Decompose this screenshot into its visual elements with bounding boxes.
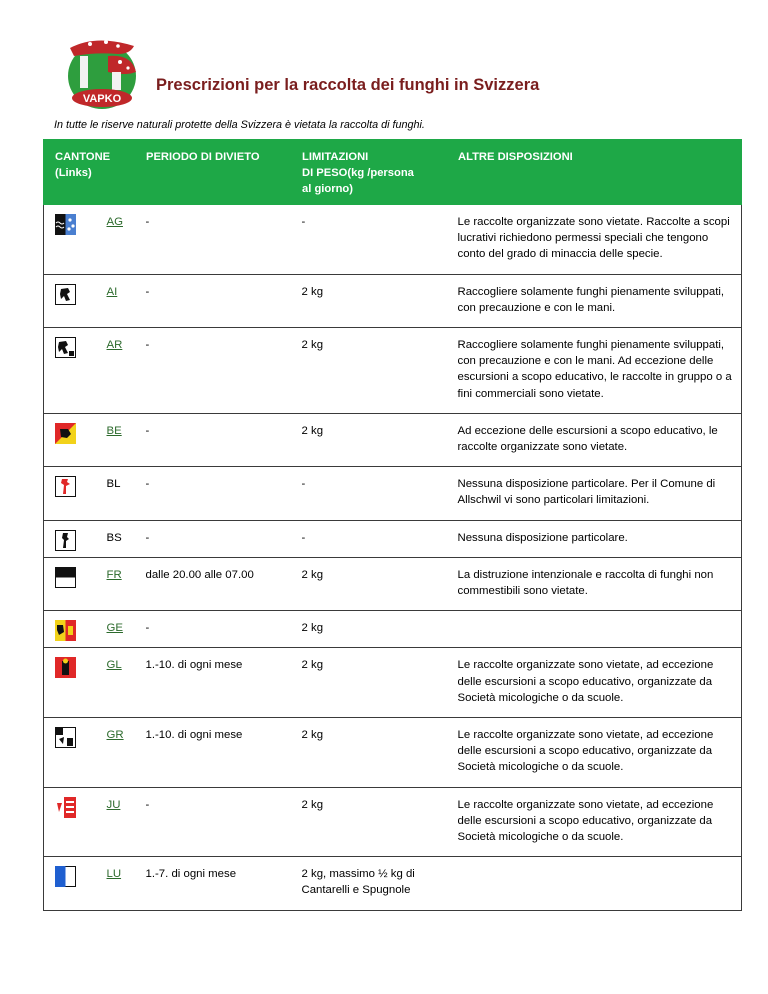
altre-disposizioni-cell: Ad eccezione delle escursioni a scopo educativo, le raccolte organizzate sono vietate. xyxy=(447,413,742,466)
canton-code-cell xyxy=(101,274,135,327)
limitazioni-cell: 2 kg xyxy=(291,718,447,788)
intro-note: In tutte le riserve naturali protette della Svizzera è vietata la raccolta di funghi. xyxy=(54,119,425,131)
altre-disposizioni-cell: Nessuna disposizione particolare. Per il Comune di Allschwil vi sono particolari limitazioni. xyxy=(447,467,742,520)
limitazioni-cell: 2 kg xyxy=(291,328,447,414)
jura-flag-icon xyxy=(55,797,76,818)
altre-disposizioni-cell: Nessuna disposizione particolare. xyxy=(447,520,742,557)
altre-disposizioni-cell: Le raccolte organizzate sono vietate, ad eccezione delle escursioni a scopo educativo, organizzate da Società micologiche o da scuole. xyxy=(447,718,742,788)
limitazioni-cell: 2 kg xyxy=(291,413,447,466)
table-row xyxy=(44,413,742,466)
table-row xyxy=(44,787,742,857)
periodo-cell: - xyxy=(135,274,291,327)
canton-link-ar[interactable]: AR xyxy=(106,339,123,352)
flag-cell xyxy=(44,413,101,466)
canton-code-bl: BL xyxy=(106,478,121,491)
flag-cell xyxy=(44,718,101,788)
appenzell-ausserrhoden-flag-icon xyxy=(55,337,76,358)
canton-link-ju[interactable]: JU xyxy=(106,798,121,811)
canton-code-cell xyxy=(101,611,135,648)
canton-link-be[interactable]: BE xyxy=(106,424,122,437)
fribourg-flag-icon xyxy=(55,567,76,588)
page-title: Prescrizioni per la raccolta dei funghi in Svizzera xyxy=(156,76,540,94)
limitazioni-cell: 2 kg xyxy=(291,648,447,718)
bern-flag-icon xyxy=(55,423,76,444)
canton-link-ge[interactable]: GE xyxy=(106,622,123,635)
periodo-cell: - xyxy=(135,205,291,274)
header-periodo: PERIODO DI DIVIETO xyxy=(135,139,291,205)
flag-cell xyxy=(44,857,101,910)
periodo-cell: 1.-7. di ogni mese xyxy=(135,857,291,910)
mushroom-regulations-table xyxy=(43,139,742,911)
canton-code-cell xyxy=(101,205,135,274)
appenzell-innerrhoden-flag-icon xyxy=(55,284,76,305)
geneva-flag-icon xyxy=(55,620,76,641)
flag-cell xyxy=(44,467,101,520)
canton-link-gr[interactable]: GR xyxy=(106,729,124,742)
flag-cell xyxy=(44,274,101,327)
canton-code-cell xyxy=(101,648,135,718)
limitazioni-cell: 2 kg, massimo ½ kg di Cantarelli e Spugnole xyxy=(291,857,447,910)
limitazioni-cell: - xyxy=(291,520,447,557)
vapko-logo xyxy=(56,32,148,112)
flag-cell xyxy=(44,557,101,610)
glarus-flag-icon xyxy=(55,657,76,678)
canton-code-cell xyxy=(101,557,135,610)
canton-code-cell xyxy=(101,857,135,910)
table-row xyxy=(44,274,742,327)
altre-disposizioni-cell: Le raccolte organizzate sono vietate, ad eccezione delle escursioni a scopo educativo, organizzate da Società micologiche o da scuole. xyxy=(447,787,742,857)
aargau-flag-icon xyxy=(55,214,76,235)
periodo-cell: dalle 20.00 alle 07.00 xyxy=(135,557,291,610)
flag-cell xyxy=(44,520,101,557)
table-row xyxy=(44,648,742,718)
limitazioni-cell: - xyxy=(291,205,447,274)
header-altre: ALTRE DISPOSIZIONI xyxy=(447,139,742,205)
table-row xyxy=(44,205,742,274)
canton-link-fr[interactable]: FR xyxy=(106,568,122,581)
flag-cell xyxy=(44,328,101,414)
basel-landschaft-flag-icon xyxy=(55,476,76,497)
limitazioni-cell: 2 kg xyxy=(291,274,447,327)
lucerne-flag-icon xyxy=(55,866,76,887)
table-row xyxy=(44,557,742,610)
periodo-cell: - xyxy=(135,467,291,520)
periodo-cell: - xyxy=(135,328,291,414)
periodo-cell: - xyxy=(135,787,291,857)
table-row xyxy=(44,857,742,910)
limitazioni-cell: 2 kg xyxy=(291,787,447,857)
flag-cell xyxy=(44,611,101,648)
flag-cell xyxy=(44,205,101,274)
svg-text:VAPKO: VAPKO xyxy=(82,93,122,105)
canton-link-lu[interactable]: LU xyxy=(106,868,122,881)
canton-code-bs: BS xyxy=(106,531,122,544)
canton-code-cell xyxy=(101,520,135,557)
periodo-cell: - xyxy=(135,520,291,557)
altre-disposizioni-cell xyxy=(447,857,742,910)
altre-disposizioni-cell: Raccogliere solamente funghi pienamente sviluppati, con precauzione e con le mani. xyxy=(447,274,742,327)
canton-code-cell xyxy=(101,467,135,520)
flag-cell xyxy=(44,787,101,857)
table-row xyxy=(44,328,742,414)
table-row xyxy=(44,520,742,557)
table-row xyxy=(44,611,742,648)
table-row xyxy=(44,467,742,520)
canton-code-cell xyxy=(101,328,135,414)
header-cantone: CANTONE (Links) xyxy=(44,139,135,205)
altre-disposizioni-cell: Le raccolte organizzate sono vietate. Raccolte a scopi lucrativi richiedono permessi speciali che tengono conto del grado di minaccia delle specie. xyxy=(447,205,742,274)
altre-disposizioni-cell: La distruzione intenzionale e raccolta di funghi non commestibili sono vietate. xyxy=(447,557,742,610)
canton-link-ag[interactable]: AG xyxy=(106,216,123,228)
periodo-cell: 1.-10. di ogni mese xyxy=(135,648,291,718)
periodo-cell: - xyxy=(135,611,291,648)
altre-disposizioni-cell: Le raccolte organizzate sono vietate, ad eccezione delle escursioni a scopo educativo, organizzate da Società micologiche o da scuole. xyxy=(447,648,742,718)
basel-stadt-flag-icon xyxy=(55,530,76,551)
canton-link-ai[interactable]: AI xyxy=(106,285,118,298)
header-limitazioni: LIMITAZIONI DI PESO(kg /persona al giorno) xyxy=(291,139,447,205)
limitazioni-cell: 2 kg xyxy=(291,557,447,610)
limitazioni-cell: - xyxy=(291,467,447,520)
altre-disposizioni-cell: Raccogliere solamente funghi pienamente sviluppati, con precauzione e con le mani. Ad eccezione delle escursioni a scopo educativo, le raccolte in gruppo o a fini commerciali sono vietate. xyxy=(447,328,742,414)
table-row xyxy=(44,718,742,788)
canton-link-gl[interactable]: GL xyxy=(106,659,122,672)
canton-code-cell xyxy=(101,787,135,857)
periodo-cell: - xyxy=(135,413,291,466)
table-header-row xyxy=(44,139,742,205)
altre-disposizioni-cell xyxy=(447,611,742,648)
canton-code-cell xyxy=(101,413,135,466)
flag-cell xyxy=(44,648,101,718)
limitazioni-cell: 2 kg xyxy=(291,611,447,648)
canton-code-cell xyxy=(101,718,135,788)
graubuenden-flag-icon xyxy=(55,727,76,748)
periodo-cell: 1.-10. di ogni mese xyxy=(135,718,291,788)
